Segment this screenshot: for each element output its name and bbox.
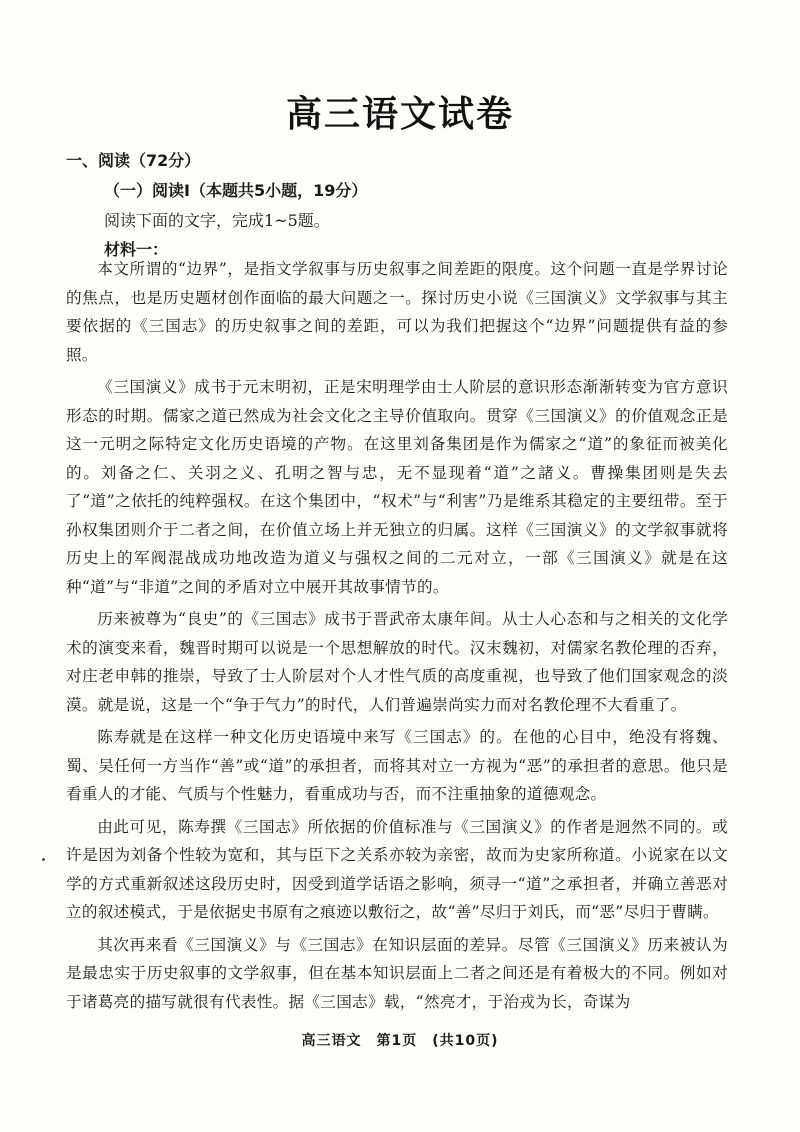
paragraph: 其次再来看《三国演义》与《三国志》在知识层面的差异。尽管《三国演义》历来被认为是最忠实于历史叙事的文学叙事，但在基本知识层面上二者之间还是有着极大的不同。例如对于诸葛亮的描写就很有代表性。据《三国志》载，“然亮才，于治戎为长，奇谋为 <box>66 935 728 1011</box>
paragraph: 历来被尊为“良史”的《三国志》成书于晋武帝太康年间。从士人心态和与之相关的文化学术的演变来看，魏晋时期可以说是一个思想解放的时代。汉末魏初，对儒家名教伦理的否弃，对庄老申韩的推崇，导致了士人阶层对个人才性气质的高度重视，也导致了他们国家观念的淡漠。就是说，这是一个“争于气力”的时代，人们普遍崇尚实力而对名教伦理不大看重了。 <box>66 610 728 714</box>
article-body <box>66 255 728 1016</box>
paragraph: 本文所谓的“边界”，是指文学叙事与历史叙事之间差距的限度。这个问题一直是学界讨论的焦点，也是历史题材创作面临的最大问题之一。探讨历史小说《三国演义》文学叙事与其主要依据的《三国志》的历史叙事之间的差距，可以为我们把握这个“边界”问题提供有益的参照。 <box>66 260 728 364</box>
paragraph: 由此可见，陈寿撰《三国志》所依据的价值标准与《三国演义》的作者是迥然不同的。或许是因为刘备个性较为宽和，其与臣下之关系亦较为亲密，故而为史家所称道。小说家在以文学的方式重新叙述这段历史时，因受到道学话语之影响，须寻一“道”之承担者，并确立善恶对立的叙述模式，于是依据史书原有之痕迹以敷衍之，故“善”尽归于刘氏，而“恶”尽归于曹瞒。 <box>66 817 728 921</box>
paragraph: 陈寿就是在这样一种文化历史语境中来写《三国志》的。在他的心目中，绝没有将魏、蜀、吴任何一方当作“善”或“道”的承担者，而将其对立一方视为“恶”的承担者的意思。他只是看重人的才能、气质与个性魅力，看重成功与否，而不注重抽象的道德观念。 <box>66 728 728 803</box>
sub-heading: （一）阅读Ⅰ（本题共5小题，19分） <box>104 181 368 200</box>
scan-speck <box>42 858 45 861</box>
section-heading: 一、阅读（72分） <box>66 151 201 170</box>
page-title: 高三语文试卷 <box>285 94 514 135</box>
material-label: 材料一： <box>104 240 169 259</box>
page-footer: 高三语文 第1页 (共10页) <box>301 1033 499 1049</box>
reading-instruction: 阅读下面的文字，完成1~5题。 <box>104 211 330 230</box>
paragraph: 《三国演义》成书于元末明初，正是宋明理学由士人阶层的意识形态渐渐转变为官方意识形态的时期。儒家之道已然成为社会文化之主导价值取向。贯穿《三国演义》的价值观念正是这一元明之际特定文化历史语境的产物。在这里刘备集团是作为儒家之“道”的象征而被美化的。刘备之仁、关羽之义、孔明之智与忠，无不显现着“道”之諸义。曹操集团则是失去了“道”之依托的纯粹强权。在这个集团中，“权术”与“利害”乃是维系其稳定的主要纽带。至于孙权集团则介于二者之间，在价值立场上并无独立的归属。这样《三国演义》的文学叙事就将历史上的军阀混战成功地改造为道义与强权之间的二元对立，一部《三国演义》就是在这种“道”与“非道”之间的矛盾对立中展开其故事情节的。 <box>66 378 728 596</box>
